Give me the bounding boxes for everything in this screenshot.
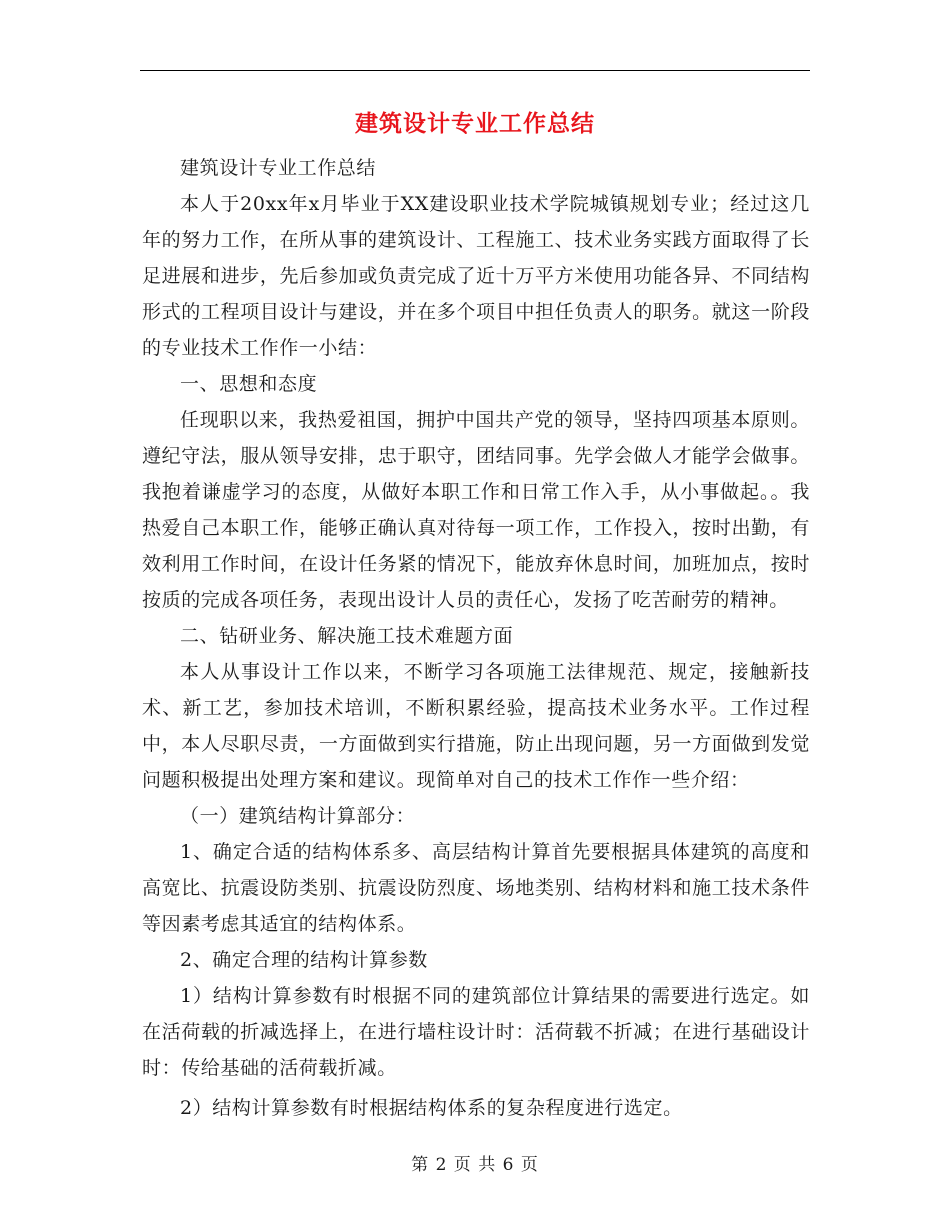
paragraph-item-1: 1、确定合适的结构体系多、高层结构计算首先要根据具体建筑的高度和高宽比、抗震设防类别、抗震设防烈度、场地类别、结构材料和施工技术条件等因素考虑其适宜的结构体系。	[142, 841, 810, 935]
document-title: 建筑设计专业工作总结	[355, 111, 595, 137]
paragraph-item-2-2: 2）结构计算参数有时根据结构体系的复杂程度进行选定。	[180, 1097, 683, 1119]
paragraph-thought-attitude: 任现职以来，我热爱祖国，拥护中国共产党的领导，坚持四项基本原则。遵纪守法，服从领导安排，忠于职守，团结同事。先学会做人才能学会做事。我抱着谦虚学习的态度，从做好本职工作和日常工作入手，从小事做起。。我热爱自己本职工作，能够正确认真对待每一项工作，工作投入，按时出勤，有效利用工作时间，在设计任务紧的情况下，能放弃休息时间，加班加点，按时按质的完成各项任务，表现出设计人员的责任心，发扬了吃苦耐劳的精神。	[142, 409, 810, 611]
paragraph-item-2: 2、确定合理的结构计算参数	[180, 949, 428, 971]
paragraph-intro: 本人于20xx年x月毕业于XX建设职业技术学院城镇规划专业；经过这几年的努力工作，在所从事的建筑设计、工程施工、技术业务实践方面取得了长足进展和进步，先后参加或负责完成了近十万平方米使用功能各异、不同结构形式的工程项目设计与建设，并在多个项目中担任负责人的职务。就这一阶段的专业技术工作作一小结：	[142, 193, 810, 359]
section-heading-technical-research: 二、钻研业务、解决施工技术难题方面	[180, 625, 514, 647]
paragraph-heading-repeat: 建筑设计专业工作总结	[180, 157, 377, 179]
header-rule	[140, 70, 810, 71]
subsection-heading-structure-calc: （一）建筑结构计算部分：	[180, 805, 416, 827]
page-footer: 第 2 页 共 6 页	[411, 1155, 539, 1175]
section-heading-thought-attitude: 一、思想和态度	[180, 373, 318, 395]
paragraph-item-2-1: 1）结构计算参数有时根据不同的建筑部位计算结果的需要进行选定。如在活荷载的折减选择上，在进行墙柱设计时：活荷载不折减；在进行基础设计时：传给基础的活荷载折减。	[142, 985, 810, 1079]
document-body	[142, 150, 810, 1126]
paragraph-technical-research: 本人从事设计工作以来，不断学习各项施工法律规范、规定，接触新技术、新工艺，参加技术培训，不断积累经验，提高技术业务水平。工作过程中，本人尽职尽责，一方面做到实行措施，防止出现问题，另一方面做到发觉问题积极提出处理方案和建议。现简单对自己的技术工作作一些介绍：	[142, 661, 810, 791]
